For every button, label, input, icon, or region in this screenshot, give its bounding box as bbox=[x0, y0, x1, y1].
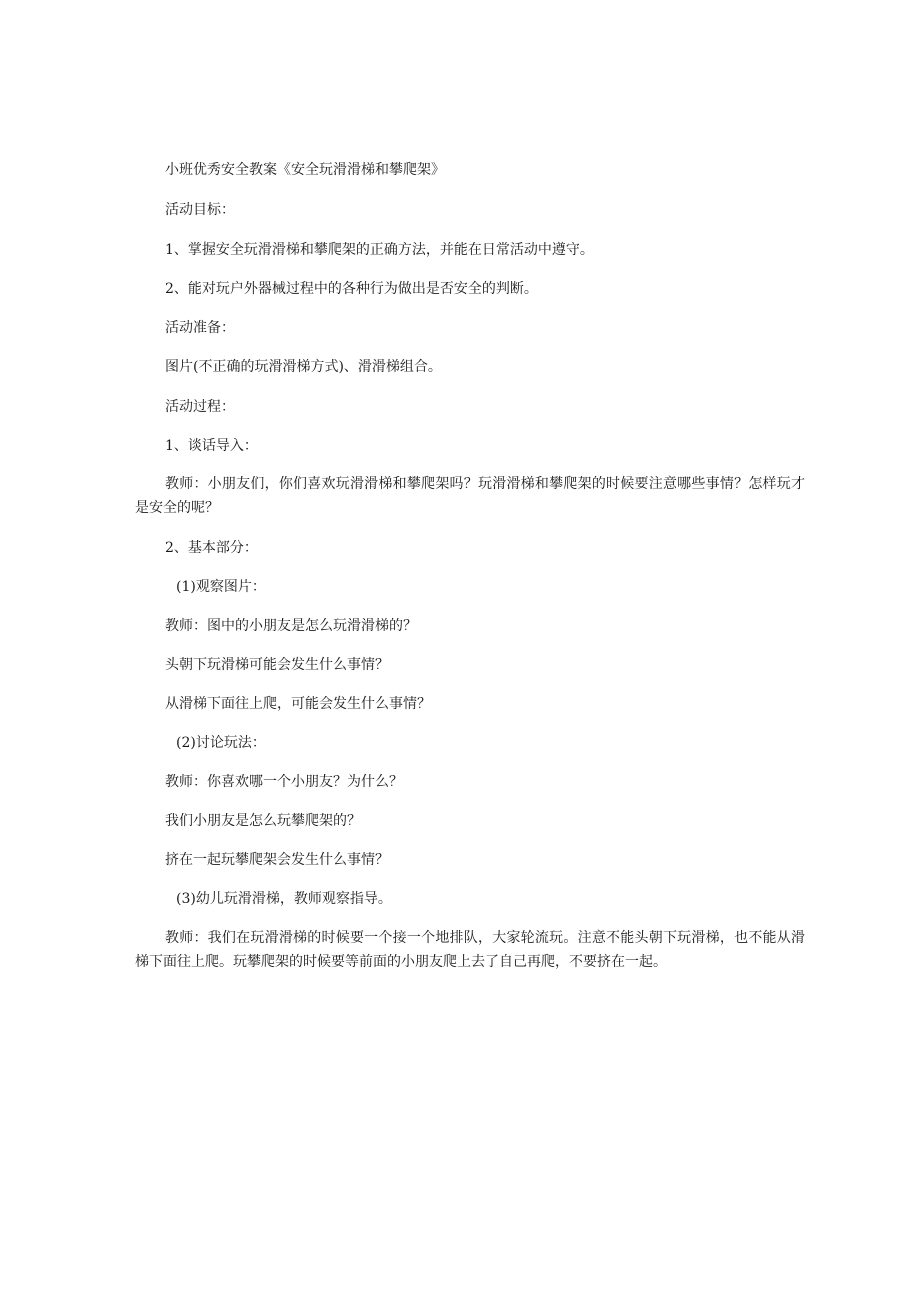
closing-paragraph: 教师：我们在玩滑滑梯的时候要一个接一个地排队，大家轮流玩。注意不能头朝下玩滑梯，也不能从滑梯下面往上爬。玩攀爬架的时候要等前面的小朋友爬上去了自己再爬，不要挤在一起。 bbox=[135, 930, 805, 970]
prep-text: 图片(不正确的玩滑滑梯方式)、滑滑梯组合。 bbox=[165, 359, 442, 375]
step-1-teacher-paragraph: 教师：小朋友们，你们喜欢玩滑滑梯和攀爬架吗？玩滑滑梯和攀爬架的时候要注意哪些事情？怎样玩才是安全的呢？ bbox=[135, 476, 805, 516]
process-heading: 活动过程： bbox=[165, 399, 235, 415]
goal-item-1: 1、掌握安全玩滑滑梯和攀爬架的正确方法，并能在日常活动中遵守。 bbox=[165, 242, 594, 258]
goals-heading: 活动目标： bbox=[165, 202, 235, 218]
goal-item-2: 2、能对玩户外器械过程中的各种行为做出是否安全的判断。 bbox=[165, 281, 538, 297]
sub-step-1-question-2: 头朝下玩滑梯可能会发生什么事情？ bbox=[165, 657, 389, 673]
sub-step-2-question-2: 我们小朋友是怎么玩攀爬架的？ bbox=[165, 813, 361, 829]
sub-step-1-question-3: 从滑梯下面往上爬，可能会发生什么事情？ bbox=[165, 696, 431, 712]
sub-step-2-question-1: 教师：你喜欢哪一个小朋友？为什么？ bbox=[165, 774, 403, 790]
sub-step-2-question-3: 挤在一起玩攀爬架会发生什么事情？ bbox=[165, 852, 389, 868]
step-1-heading: 1、谈话导入： bbox=[165, 438, 258, 454]
sub-step-1-question-1: 教师：图中的小朋友是怎么玩滑滑梯的？ bbox=[165, 618, 417, 634]
sub-step-2-heading: (2)讨论玩法： bbox=[176, 735, 266, 751]
document-title: 小班优秀安全教案《安全玩滑滑梯和攀爬架》 bbox=[165, 162, 445, 178]
prep-heading: 活动准备： bbox=[165, 320, 235, 336]
sub-step-1-heading: (1)观察图片： bbox=[176, 579, 266, 595]
sub-step-3-heading: (3)幼儿玩滑滑梯，教师观察指导。 bbox=[176, 891, 392, 907]
step-2-heading: 2、基本部分： bbox=[165, 540, 258, 556]
